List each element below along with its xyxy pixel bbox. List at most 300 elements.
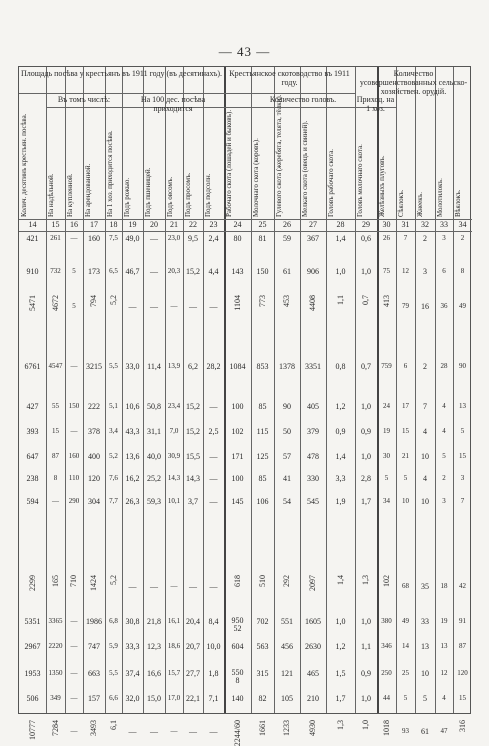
table-cell: 1,0 — [361, 720, 370, 730]
table-cell: 25,2 — [147, 474, 161, 483]
column-number: 15 — [51, 220, 60, 229]
table-cell: — — [150, 302, 158, 311]
header-divider — [224, 93, 355, 94]
table-cell: 47 — [440, 727, 448, 735]
table-cell: 61 — [421, 727, 429, 736]
table-cell: 747 — [88, 642, 100, 651]
table-cell: 8,4 — [208, 617, 219, 626]
table-cell: 545 — [307, 497, 319, 506]
column-header: Подъ пшеницей. — [144, 167, 152, 217]
table-cell: 19 — [383, 427, 390, 435]
table-cell: 3,4 — [109, 427, 118, 435]
column-header: Сѣялокъ. — [397, 189, 405, 217]
table-cell: 15 — [459, 452, 466, 460]
table-cell: 4 — [423, 427, 427, 436]
column-number: 17 — [90, 220, 98, 229]
table-cell: 5 — [460, 427, 465, 435]
table-cell: 773 — [257, 295, 267, 307]
table-cell: 36 — [440, 302, 448, 310]
table-cell: 13 — [459, 402, 466, 410]
table-cell: — — [70, 362, 78, 370]
table-cell: 11,4 — [147, 362, 161, 371]
table-cell: 140 — [231, 694, 244, 703]
table-cell: 0,9 — [361, 669, 371, 678]
table-cell: 26,3 — [125, 497, 140, 506]
table-cell: 1,1 — [335, 295, 345, 305]
table-cell: 7,1 — [208, 694, 219, 703]
table-cell: 7,7 — [109, 497, 118, 505]
table-cell: 950 52 — [231, 616, 244, 633]
table-cell: 5 — [72, 267, 76, 275]
table-cell: 42 — [459, 582, 466, 590]
table-cell: 21 — [402, 452, 409, 460]
table-cell: 10777 — [27, 720, 37, 740]
table-cell: 0,8 — [335, 362, 346, 371]
table-cell: — — [170, 727, 178, 735]
table-cell: 1084 — [229, 362, 246, 371]
table-cell: 87 — [52, 452, 59, 460]
table-cell: — — [150, 234, 158, 243]
table-cell: 3365 — [48, 617, 63, 625]
table-cell: 316 — [457, 720, 467, 732]
table-cell: 315 — [256, 669, 269, 678]
table-cell: 7 — [423, 402, 427, 411]
table-cell: — — [128, 727, 137, 736]
table-cell: 6 — [403, 362, 408, 370]
table-cell: 15,2 — [186, 402, 200, 411]
table-cell: 1,4 — [335, 234, 346, 243]
page-number: — 43 — — [218, 44, 271, 59]
table-cell: 7 — [403, 234, 408, 242]
table-cell: — — [52, 497, 59, 505]
table-cell: 19 — [440, 617, 448, 625]
table-cell: 33,0 — [125, 362, 140, 371]
table-cell: 55 — [52, 402, 59, 410]
table-cell: 4930 — [308, 720, 317, 736]
table-cell: 75 — [383, 267, 390, 275]
table-cell: 290 — [68, 497, 80, 505]
table-cell: 49,0 — [125, 234, 140, 243]
table-cell: 8 — [460, 267, 465, 275]
table-cell: 23,0 — [167, 234, 181, 242]
column-header: Рабочаго скота (лошадей и быковъ). — [225, 109, 233, 217]
table-cell: 46,7 — [125, 267, 140, 276]
table-cell: — — [209, 402, 218, 411]
table-cell: 5 — [423, 694, 427, 703]
table-cell: 41 — [283, 474, 291, 483]
table-cell: 15,5 — [186, 452, 200, 461]
table-cell: 12 — [402, 267, 409, 275]
table-cell: — — [209, 727, 218, 736]
table-cell: 1986 — [86, 617, 102, 626]
table-cell: 2244/60 — [232, 720, 242, 746]
table-cell: 23,4 — [167, 402, 181, 410]
table-cell: 93 — [402, 727, 409, 735]
table-cell: 15,0 — [147, 694, 161, 703]
table-cell: 7 — [460, 497, 465, 505]
table-cell: 7,6 — [109, 474, 118, 482]
table-cell: 6761 — [24, 362, 41, 371]
table-cell: 18 — [440, 582, 448, 590]
table-cell: 13 — [440, 642, 448, 650]
column-number: 32 — [421, 220, 429, 229]
table-cell: 910 — [26, 267, 39, 276]
table-cell: 15,2 — [186, 267, 200, 276]
table-cell: 68 — [402, 582, 409, 590]
column-number: 30 — [382, 220, 391, 229]
table-cell: 478 — [307, 452, 319, 461]
table-cell: 304 — [88, 497, 100, 506]
table-cell: 32,0 — [125, 694, 140, 703]
column-header: Головъ молочнаго скота. — [356, 144, 364, 217]
table-cell: 5,5 — [109, 669, 118, 677]
column-header: Гулевого скота (жеребята, телята, тёлки). — [275, 94, 283, 217]
table-cell: 85 — [258, 474, 267, 483]
table-cell: 210 — [307, 694, 319, 703]
table-cell: 10 — [421, 669, 429, 678]
table-cell: 143 — [231, 267, 244, 276]
table-cell: — — [209, 582, 218, 591]
table-cell: — — [128, 302, 137, 311]
table-cell: 1,9 — [335, 497, 346, 506]
table-cell: 250 — [381, 669, 392, 677]
table-cell: 1,0 — [361, 617, 371, 626]
table-cell: 0,9 — [335, 427, 346, 436]
table-cell: 106 — [256, 497, 269, 506]
table-cell: 1,5 — [335, 669, 346, 678]
table-cell: 35 — [421, 582, 429, 591]
table-cell: 393 — [26, 427, 39, 436]
table-cell: 160 — [68, 452, 80, 460]
table-cell: 0,7 — [361, 362, 371, 371]
header-including: Въ томъ числѣ: — [57, 95, 111, 104]
table-cell: — — [209, 452, 218, 461]
table-cell: 13,9 — [167, 362, 181, 370]
table-cell: 663 — [88, 669, 100, 678]
column-header: Вѣялокъ. — [454, 189, 462, 217]
table-cell: 3351 — [305, 362, 321, 371]
table-cell: — — [70, 669, 78, 677]
table-cell: 17,0 — [167, 694, 181, 702]
row-divider — [19, 231, 472, 232]
table-cell: — — [70, 234, 78, 242]
table-cell: 49 — [459, 302, 466, 310]
table-cell: 222 — [88, 402, 100, 411]
table-cell: 12 — [440, 669, 448, 677]
table-cell: 15 — [52, 427, 59, 435]
table-cell: 16 — [421, 302, 429, 311]
table-cell: 427 — [26, 402, 39, 411]
table-cell: 1,0 — [361, 402, 371, 411]
table-cell: 54 — [283, 497, 291, 506]
column-number: 22 — [189, 220, 197, 229]
table-cell: 5 — [403, 474, 408, 482]
table-cell: 15,7 — [167, 669, 181, 677]
column-header: Подъ просомъ. — [184, 172, 192, 217]
table-cell: 25 — [402, 669, 409, 677]
table-cell: 1,8 — [208, 669, 219, 678]
table-cell: 1350 — [48, 669, 63, 677]
table-cell: 160 — [88, 234, 100, 243]
table-cell: 17 — [402, 402, 409, 410]
table-cell: 14,3 — [186, 474, 200, 483]
table-cell: 550 8 — [231, 668, 244, 685]
table-cell: 1,4 — [335, 575, 345, 585]
column-number: 31 — [401, 220, 410, 229]
header-heads: Количество головъ. — [269, 95, 337, 104]
table-cell: 3 — [460, 474, 465, 482]
table-cell: 87 — [459, 642, 466, 650]
table-cell: 165 — [50, 575, 60, 587]
column-header: Желѣзныхъ плуговъ. — [378, 155, 386, 217]
table-cell: 1,4 — [335, 452, 346, 461]
table-cell: — — [189, 302, 197, 311]
table-cell: 379 — [307, 427, 319, 436]
table-cell: 18,6 — [167, 642, 181, 650]
table-cell: 378 — [88, 427, 100, 436]
column-header: Колич. десятинъ крестьян. посѣва. — [20, 113, 28, 217]
table-cell: 346 — [381, 642, 392, 650]
table-cell: 3,3 — [335, 474, 346, 483]
column-number: 29 — [362, 220, 370, 229]
table-cell: 121 — [281, 669, 293, 678]
table-cell: 551 — [281, 617, 293, 626]
table-cell: 906 — [307, 267, 319, 276]
table-cell: 43,3 — [125, 427, 140, 436]
header-per100: На 100 дес. посѣва приходится — [140, 95, 206, 113]
table-cell: 5351 — [24, 617, 41, 626]
column-header: Головъ рабочаго скота. — [327, 149, 335, 217]
table-cell: 5471 — [27, 295, 37, 311]
table-cell: 37,4 — [125, 669, 140, 678]
table-cell: 6,6 — [109, 694, 118, 702]
table-cell: 510 — [257, 575, 267, 587]
column-number: 27 — [309, 220, 317, 229]
table-cell: 100 — [231, 402, 244, 411]
column-number: 24 — [233, 220, 242, 229]
table-cell: 2097 — [308, 575, 317, 591]
table-cell: 2 — [423, 362, 427, 371]
table-cell: — — [70, 427, 78, 435]
table-cell: 16,6 — [147, 669, 161, 678]
table-cell: 6,8 — [109, 617, 118, 625]
table-cell: 27,7 — [186, 669, 200, 678]
column-number: 21 — [170, 220, 178, 229]
table-cell: 80 — [233, 234, 242, 243]
table-cell: 90 — [459, 362, 466, 370]
table-cell: 4 — [442, 402, 446, 410]
column-number: 14 — [28, 220, 37, 229]
table-cell: 1953 — [24, 669, 41, 678]
table-cell: 150 — [256, 267, 269, 276]
table-cell: 120 — [88, 474, 100, 483]
header-tools: Количество усовершенствованных сельско-хозяйствен. орудій. — [359, 69, 468, 96]
column-header: Подъ рожью. — [123, 177, 131, 217]
table-cell: 853 — [256, 362, 269, 371]
table-cell: 3 — [442, 497, 446, 505]
table-cell: 292 — [282, 575, 291, 587]
table-cell: 34 — [383, 497, 390, 505]
table-cell: 1233 — [282, 720, 291, 736]
table-cell: 367 — [307, 234, 319, 243]
column-number: 25 — [258, 220, 267, 229]
table-cell: 61 — [283, 267, 291, 276]
table-cell: 5,2 — [108, 575, 118, 585]
table-cell: 15 — [459, 694, 466, 702]
table-cell: 115 — [256, 427, 269, 436]
table-cell: — — [170, 582, 178, 590]
table-cell: 5,2 — [109, 452, 118, 460]
table-cell: 261 — [50, 234, 61, 242]
table-cell: 2,5 — [208, 427, 219, 436]
table-cell: 40,0 — [147, 452, 161, 461]
table-cell: 9,5 — [188, 234, 198, 243]
table-cell: 238 — [26, 474, 39, 483]
table-cell: — — [70, 694, 78, 702]
column-header: Подъ овсомъ. — [166, 176, 174, 217]
table-cell: 5,2 — [108, 295, 118, 305]
table-cell: — — [209, 302, 218, 311]
column-header: Молотилокъ. — [436, 178, 444, 217]
table-cell: 330 — [307, 474, 319, 483]
table-cell: 0,7 — [361, 295, 370, 305]
table-cell: 82 — [258, 694, 267, 703]
table-cell: 413 — [381, 295, 391, 307]
table-cell: 49 — [402, 617, 409, 625]
table-cell: — — [189, 727, 197, 736]
table-cell: 13 — [421, 642, 429, 651]
table-cell: 125 — [256, 452, 269, 461]
table-cell: 1,0 — [361, 694, 371, 703]
table-cell: 1,2 — [335, 402, 346, 411]
table-cell: 20,7 — [186, 642, 200, 651]
table-cell: 465 — [307, 669, 319, 678]
table-cell: 14 — [402, 642, 409, 650]
table-cell: 4672 — [50, 295, 60, 311]
table-cell: 5 — [384, 474, 389, 482]
table-cell: 5 — [72, 302, 76, 310]
table-cell: — — [128, 582, 137, 591]
table-cell: — — [150, 267, 158, 276]
table-cell: 5,5 — [109, 362, 118, 370]
table-cell: 145 — [231, 497, 244, 506]
table-cell: 453 — [282, 295, 291, 307]
table-cell: — — [70, 727, 78, 735]
column-number: 19 — [128, 220, 137, 229]
table-cell: 506 — [26, 694, 39, 703]
table-cell: 405 — [307, 402, 319, 411]
table-cell: 24 — [383, 402, 390, 410]
table-cell: 456 — [281, 642, 293, 651]
table-cell: — — [189, 582, 197, 591]
table-cell: 105 — [281, 694, 293, 703]
table-cell: 31,1 — [147, 427, 161, 436]
table-cell: 1605 — [305, 617, 321, 626]
table-cell: 4 — [442, 694, 446, 702]
table-cell: 3 — [442, 234, 446, 242]
table-cell: 7,5 — [109, 234, 118, 242]
column-header: На купленной. — [66, 173, 74, 217]
table-cell: 400 — [88, 452, 100, 461]
table-cell: 13,6 — [125, 452, 140, 461]
table-cell: 4 — [423, 474, 427, 483]
table-cell: 50 — [283, 427, 291, 436]
table-cell: 732 — [50, 267, 61, 275]
table-cell: 1,0 — [335, 267, 346, 276]
table-cell: 4 — [442, 427, 446, 435]
column-header: Подъ подсолн. — [204, 173, 212, 217]
table-cell: 14,3 — [167, 474, 181, 482]
table-cell: 1018 — [381, 720, 391, 736]
column-number: 33 — [440, 220, 448, 229]
table-cell: 20,3 — [167, 267, 181, 275]
table-cell: 2,4 — [208, 234, 219, 243]
table-cell: 10,1 — [167, 497, 181, 505]
table-cell: 710 — [69, 575, 78, 587]
table-cell: 85 — [258, 402, 267, 411]
column-number: 34 — [458, 220, 467, 229]
table-cell: 2630 — [305, 642, 321, 651]
table-cell: 0,9 — [361, 427, 371, 436]
header-divider — [19, 93, 224, 94]
table-cell: 604 — [231, 642, 244, 651]
column-header: На 1 хоз. приходится посѣва. — [106, 130, 114, 217]
table-cell: 16,2 — [125, 474, 140, 483]
table-cell: 30 — [383, 452, 390, 460]
column-header: Молочнаго скота (коровъ). — [252, 138, 260, 217]
table-cell: — — [209, 474, 218, 483]
table-cell: 10 — [421, 452, 429, 461]
table-cell: 28 — [440, 362, 448, 370]
table-cell: — — [150, 727, 158, 736]
table-cell: 0,6 — [361, 234, 371, 243]
table-cell: 4,4 — [208, 267, 219, 276]
table-cell: 4408 — [308, 295, 317, 311]
table-cell: 647 — [26, 452, 39, 461]
table-cell: 6,5 — [109, 267, 118, 275]
table-cell: 594 — [26, 497, 39, 506]
table-cell: 6 — [442, 267, 446, 275]
table-cell: 7,0 — [169, 427, 179, 435]
table-cell: 1,7 — [335, 694, 346, 703]
table-cell: — — [70, 617, 78, 625]
table-cell: 10,0 — [206, 642, 221, 651]
table-cell: 120 — [457, 669, 468, 677]
table-cell: — — [150, 582, 158, 591]
table-cell: 171 — [231, 452, 244, 461]
header-livestock: Крестьянское скотоводство въ 1911 году. — [229, 69, 350, 87]
table-cell: 1104 — [232, 295, 242, 311]
table-cell: 173 — [88, 267, 100, 276]
column-number: 20 — [150, 220, 158, 229]
table-cell: 102 — [231, 427, 244, 436]
table-cell: 2220 — [48, 642, 63, 650]
table-cell: 59,3 — [147, 497, 161, 506]
table-cell: 30,8 — [125, 617, 140, 626]
table-cell: 57 — [283, 452, 291, 461]
table-cell: 12,3 — [147, 642, 161, 651]
table-cell: 1378 — [279, 362, 295, 371]
column-number: 18 — [109, 220, 118, 229]
table-cell: 33,3 — [125, 642, 140, 651]
table-cell: 2 — [460, 234, 465, 242]
column-number: 28 — [336, 220, 345, 229]
column-number: 26 — [283, 220, 291, 229]
table-cell: 618 — [232, 575, 242, 587]
table-cell: 6,2 — [188, 362, 198, 371]
table-cell: 33 — [421, 617, 429, 626]
table-cell: 44 — [383, 694, 390, 702]
